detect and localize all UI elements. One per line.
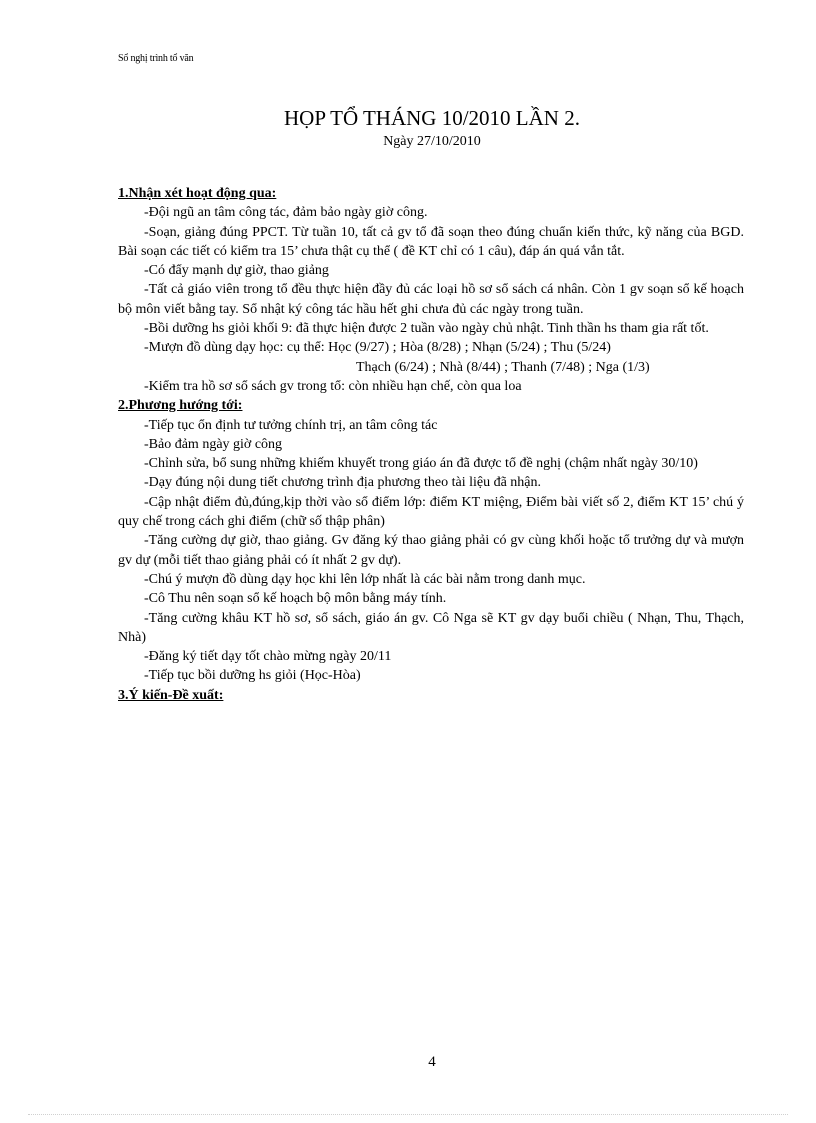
direction-item: -Cập nhật điểm đủ,đúng,kịp thời vào sổ điểm lớp: điểm KT miệng, Điểm bài viết số 2, điểm KT 15’ chú ý quy chế trong cách ghi điểm (chữ số thập phân) xyxy=(118,494,744,530)
page-bottom-divider xyxy=(28,1114,788,1115)
document-title: HỌP TỔ THÁNG 10/2010 LẦN 2. xyxy=(284,106,580,130)
section-heading-proposals: 3.Ý kiến-Đề xuất: xyxy=(118,687,224,703)
document-body xyxy=(118,184,744,705)
review-item: -Có đẩy mạnh dự giờ, thao giảng xyxy=(144,263,329,279)
review-item: -Tất cả giáo viên trong tổ đều thực hiện đầy đủ các loại hồ sơ sổ sách cá nhân. Còn 1 gv soạn sổ kế hoạch bộ môn viết bằng tay. Sổ nhật ký công tác hầu hết ghi chưa đủ các ngày trong tuần. xyxy=(118,282,744,317)
direction-item: -Tiếp tục ổn định tư tưởng chính trị, an tâm công tác xyxy=(144,417,438,433)
direction-item: -Tăng cường dự giờ, thao giảng. Gv đăng ký thao giảng phải có gv cùng khối hoặc tổ trưởng dự và mượn gv dự (mỗi tiết thao giảng phải có ít nhất 2 gv dự). xyxy=(118,533,744,568)
direction-item: -Tăng cường khâu KT hồ sơ, sổ sách, giáo án gv. Cô Nga sẽ KT gv dạy buổi chiều ( Nhạn, Thu, Thạch, Nhà) xyxy=(118,610,744,645)
direction-item: -Chỉnh sửa, bổ sung những khiếm khuyết trong giáo án đã được tổ đề nghị (chậm nhất ngày 30/10) xyxy=(144,456,698,472)
direction-item: -Dạy đúng nội dung tiết chương trình địa phương theo tài liệu đã nhận. xyxy=(144,475,542,491)
direction-item: -Đăng ký tiết dạy tốt chào mừng ngày 20/11 xyxy=(144,649,392,665)
review-item: -Kiểm tra hồ sơ sổ sách gv trong tổ: còn nhiều hạn chế, còn qua loa xyxy=(144,378,522,394)
review-item-loans: -Mượn đồ dùng dạy học: cụ thể: Học (9/27) ; Hòa (8/28) ; Nhạn (5/24) ; Thu (5/24) xyxy=(144,340,611,356)
review-item-loans-continued: Thạch (6/24) ; Nhà (8/44) ; Thanh (7/48) ; Nga (1/3) xyxy=(356,359,650,375)
direction-item: -Tiếp tục bồi dưỡng hs giỏi (Học-Hòa) xyxy=(144,668,361,684)
page-number: 4 xyxy=(428,1054,436,1070)
meeting-date: Ngày 27/10/2010 xyxy=(383,134,481,149)
direction-item: -Chú ý mượn đồ dùng dạy học khi lên lớp nhất là các bài nằm trong danh mục. xyxy=(144,571,586,587)
review-item: -Soạn, giảng đúng PPCT. Từ tuần 10, tất cả gv tổ đã soạn theo đúng chuẩn kiến thức, kỹ năng của BGD. Bài soạn các tiết có kiểm tra 15’ chưa thật cụ thể ( đề KT chỉ có 1 câu), đáp án quá vắn tắt. xyxy=(118,224,744,259)
direction-item: -Bảo đảm ngày giờ công xyxy=(144,436,283,452)
section-heading-review: 1.Nhận xét hoạt động qua: xyxy=(118,186,277,201)
header-note: Sổ nghị trình tổ văn xyxy=(118,53,194,64)
review-item: -Đội ngũ an tâm công tác, đảm bảo ngày giờ công. xyxy=(144,205,428,221)
section-heading-direction: 2.Phương hướng tới: xyxy=(118,398,243,414)
direction-item: -Cô Thu nên soạn sổ kế hoạch bộ môn bằng máy tính. xyxy=(144,591,447,607)
review-item: -Bồi dưỡng hs giỏi khối 9: đã thực hiện được 2 tuần vào ngày chủ nhật. Tinh thần hs tham gia rất tốt. xyxy=(144,321,709,337)
